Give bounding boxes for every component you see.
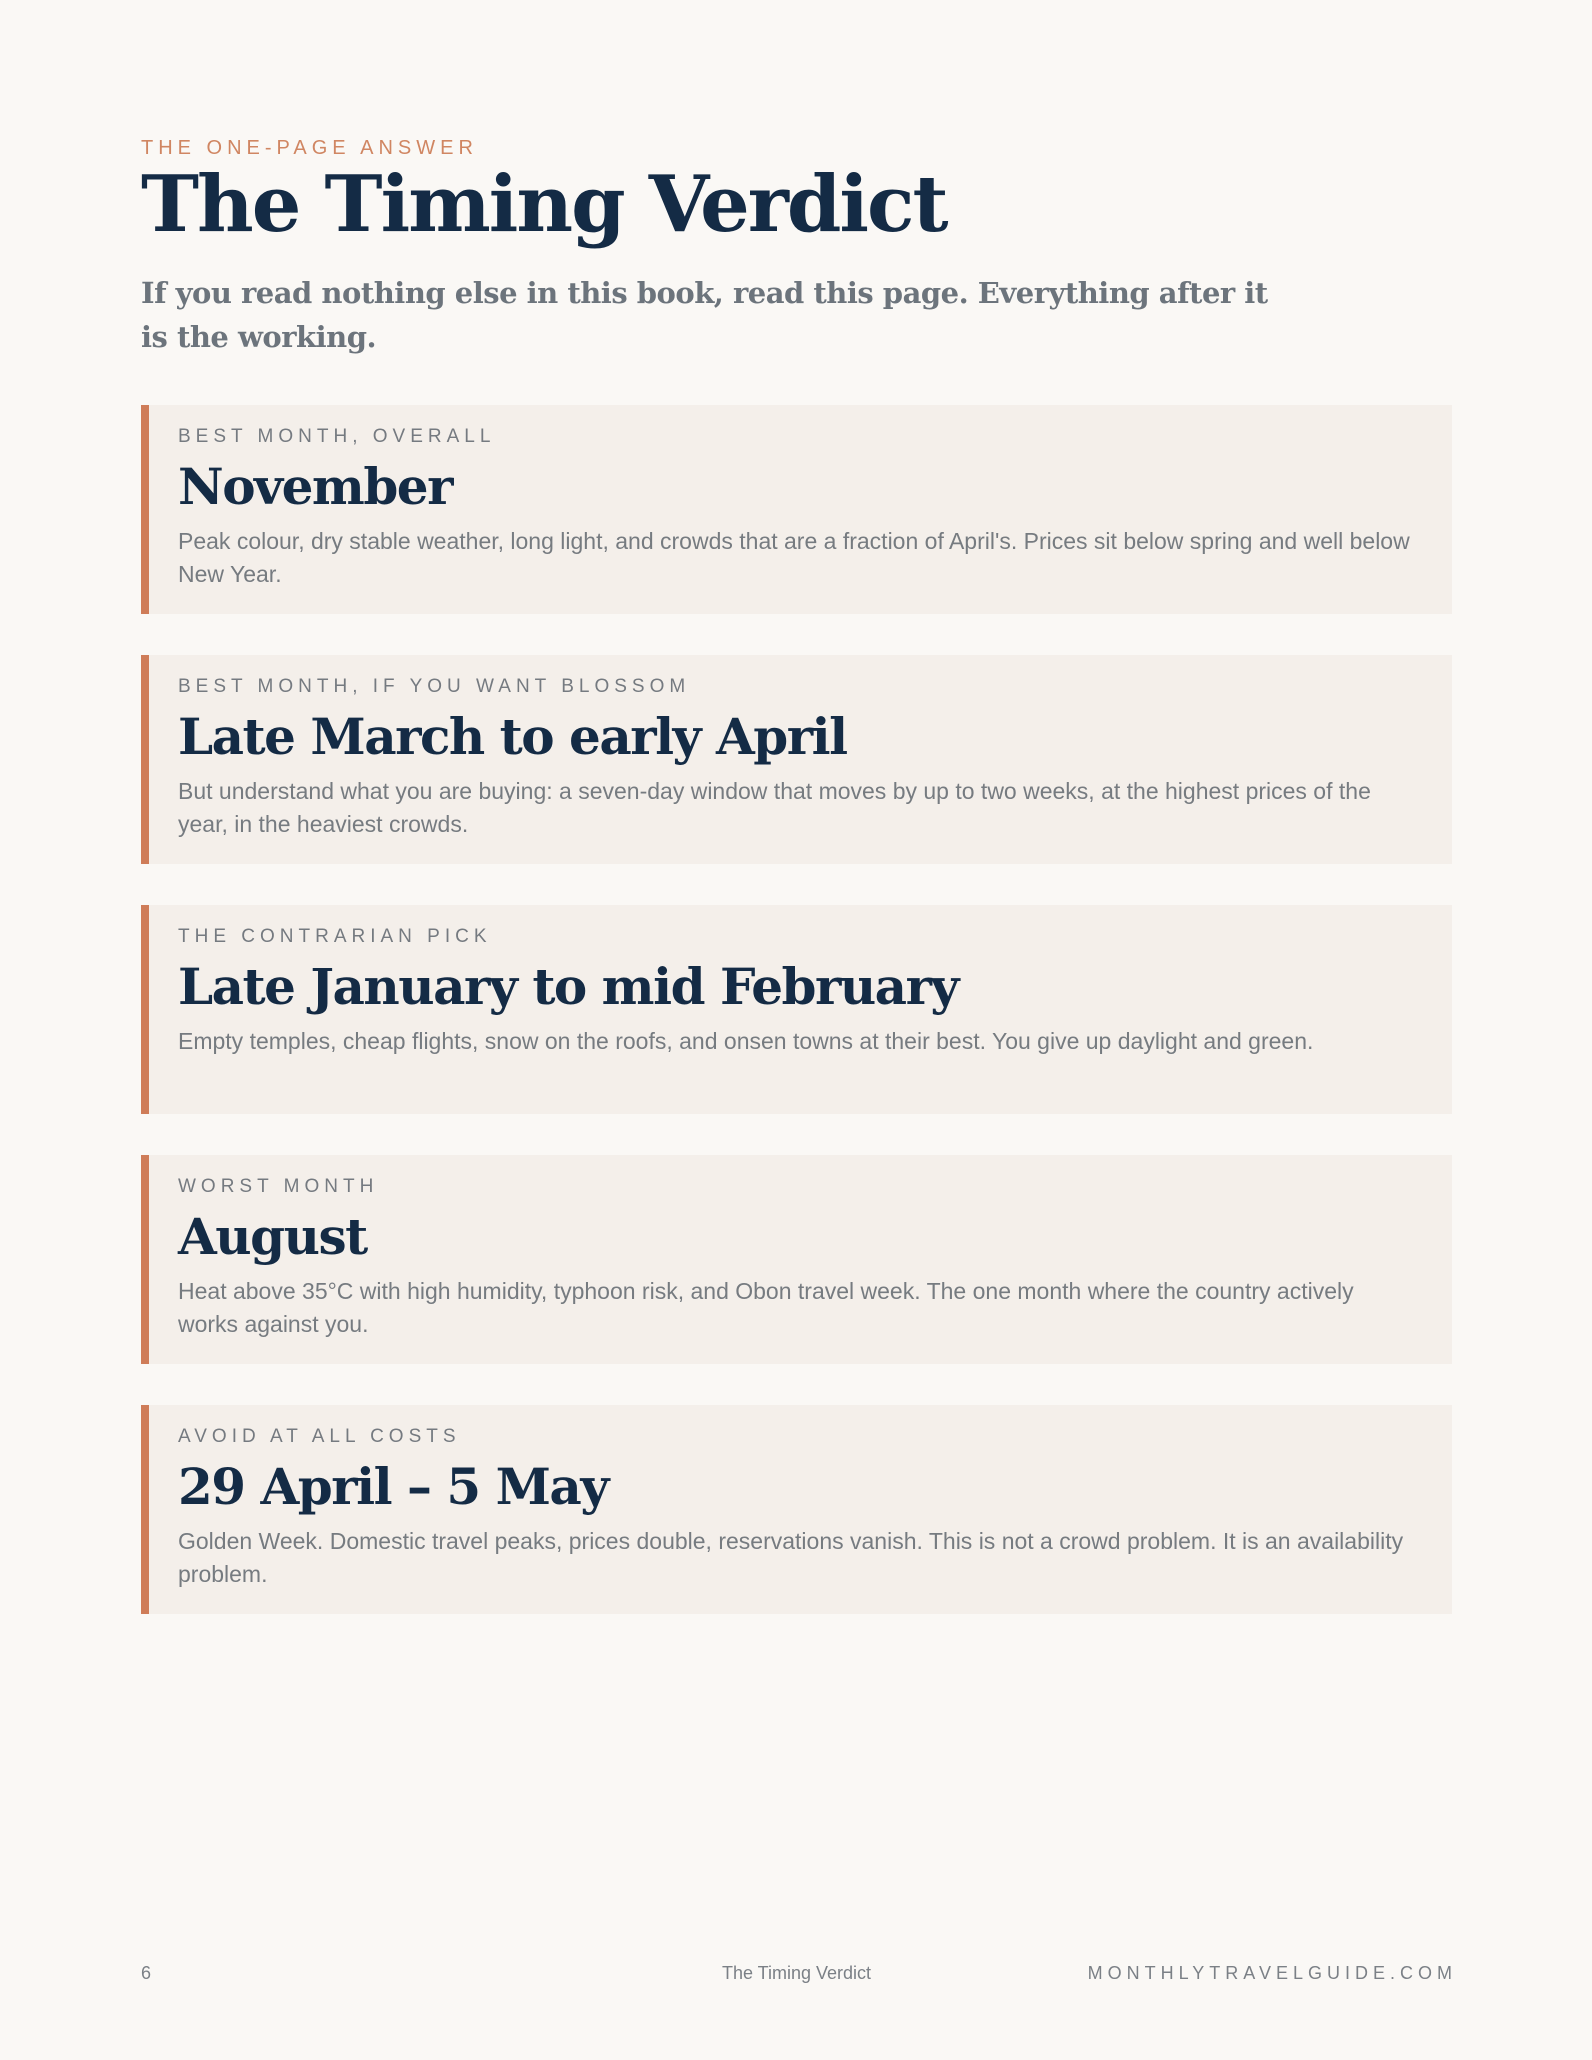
card-body: But understand what you are buying: a seven-day window that moves by up to two weeks, at the highest prices of the year, in the heaviest crowds. <box>178 778 1371 837</box>
page-subtitle: If you read nothing else in this book, read this page. Everything after it is the working. <box>141 276 1268 354</box>
card-heading: 29 April – 5 May <box>178 1457 608 1516</box>
card-body: Empty temples, cheap flights, snow on the roofs, and onsen towns at their best. You give up daylight and green. <box>178 1028 1314 1054</box>
card-heading: Late March to early April <box>178 707 847 766</box>
card-heading: November <box>178 457 452 516</box>
verdict-card-best-blossom <box>141 655 1452 864</box>
card-label: BEST MONTH, OVERALL <box>178 426 496 447</box>
card-label: BEST MONTH, IF YOU WANT BLOSSOM <box>178 676 691 697</box>
verdict-card-list <box>141 405 1452 1655</box>
eyebrow-label: THE ONE-PAGE ANSWER <box>141 137 478 159</box>
page-title: The Timing Verdict <box>141 159 947 250</box>
card-label: AVOID AT ALL COSTS <box>178 1426 461 1447</box>
card-label: WORST MONTH <box>178 1176 379 1197</box>
page-number: 6 <box>141 1963 152 1983</box>
footer-section-title: The Timing Verdict <box>721 1963 872 1983</box>
card-label: THE CONTRARIAN PICK <box>178 926 492 947</box>
verdict-card-avoid <box>141 1405 1452 1614</box>
card-body: Peak colour, dry stable weather, long light, and crowds that are a fraction of April's. Prices sit below spring and well below New Year. <box>178 528 1410 587</box>
verdict-card-best-overall <box>141 405 1452 614</box>
card-heading: August <box>178 1207 367 1266</box>
footer-site-url: MONTHLYTRAVELGUIDE.COM <box>1087 1963 1457 1983</box>
card-heading: Late January to mid February <box>178 957 958 1016</box>
verdict-card-worst-month <box>141 1155 1452 1364</box>
page-footer <box>141 1963 1457 1989</box>
card-body: Heat above 35°C with high humidity, typhoon risk, and Obon travel week. The one month where the country actively works against you. <box>178 1278 1354 1337</box>
verdict-card-contrarian <box>141 905 1452 1114</box>
card-body: Golden Week. Domestic travel peaks, prices double, reservations vanish. This is not a crowd problem. It is an availability problem. <box>178 1528 1404 1587</box>
